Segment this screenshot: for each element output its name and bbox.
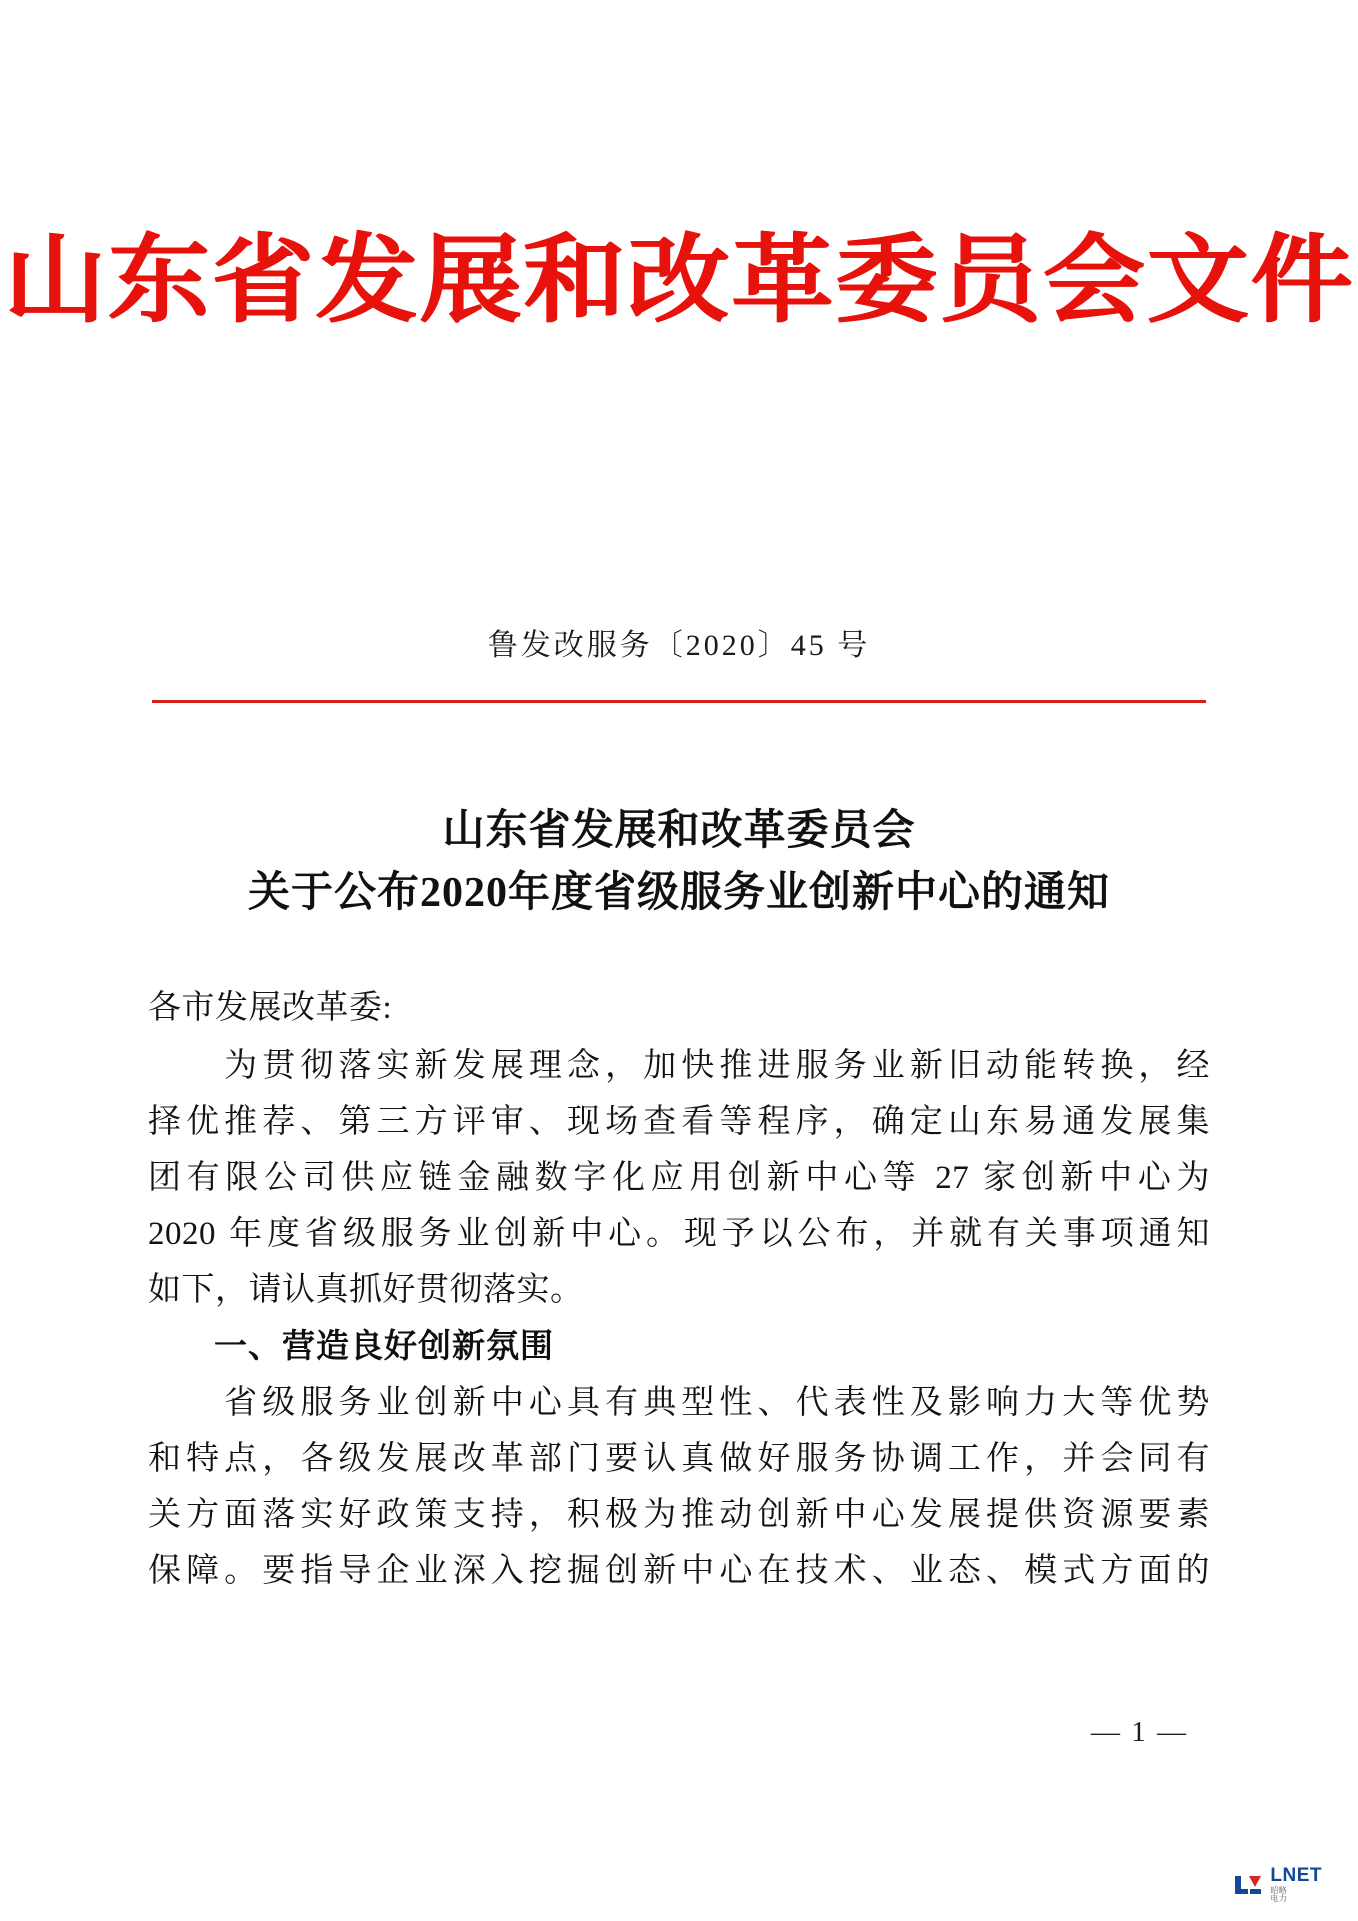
logo-subtitle-line-1: 昭略 [1270,1886,1288,1895]
title-line-2: 关于公布2020年度省级服务业创新中心的通知 [247,870,1110,917]
document-body [148,980,1210,1599]
title-line-1: 山东省发展和改革委员会 [442,808,916,854]
paragraph-2-line-4: 保障。要指导企业深入挖掘创新中心在技术、业态、模式方面的 [148,1552,1210,1589]
footer-logo [1233,1866,1322,1903]
logo-wordmark [1270,1866,1322,1903]
red-divider-rule [152,700,1206,703]
lnet-logo-icon [1233,1870,1263,1900]
paragraph-2 [148,1375,1210,1599]
paragraph-1-line-2: 择优推荐、第三方评审、现场查看等程序，确定山东易通发展集 [148,1104,1210,1141]
document-number-row [0,620,1358,664]
gov-header [0,222,1358,339]
salutation: 各市发展改革委: [148,990,393,1026]
issuing-agency-banner: 山东省发展和改革委员会文件 [3,227,1355,334]
page-title [110,800,1248,924]
logo-name: LNET [1270,1865,1322,1886]
paragraph-1-line-5: 如下，请认真抓好贯彻落实。 [148,1272,584,1309]
section-heading-1: 一、营造良好创新氛围 [214,1328,554,1365]
paragraph-2-line-3: 关方面落实好政策支持，积极为推动创新中心发展提供资源要素 [148,1496,1210,1533]
paragraph-1-line-1: 为贯彻落实新发展理念，加快推进服务业新旧动能转换，经 [148,1048,1210,1085]
paragraph-1-line-3: 团有限公司供应链金融数字化应用创新中心等 27 家创新中心为 [148,1160,1210,1197]
paragraph-2-line-2: 和特点，各级发展改革部门要认真做好服务协调工作，并会同有 [148,1440,1210,1477]
logo-subtitle [1270,1887,1322,1903]
page-number: — 1 — [1091,1716,1188,1748]
document-number: 鲁发改服务〔2020〕45 号 [487,629,871,662]
paragraph-1 [148,1038,1210,1318]
paragraph-2-line-1: 省级服务业创新中心具有典型性、代表性及影响力大等优势 [148,1384,1210,1421]
paragraph-1-line-4: 2020 年度省级服务业创新中心。现予以公布，并就有关事项通知 [148,1216,1210,1253]
logo-subtitle-line-2: 电力 [1270,1894,1288,1903]
